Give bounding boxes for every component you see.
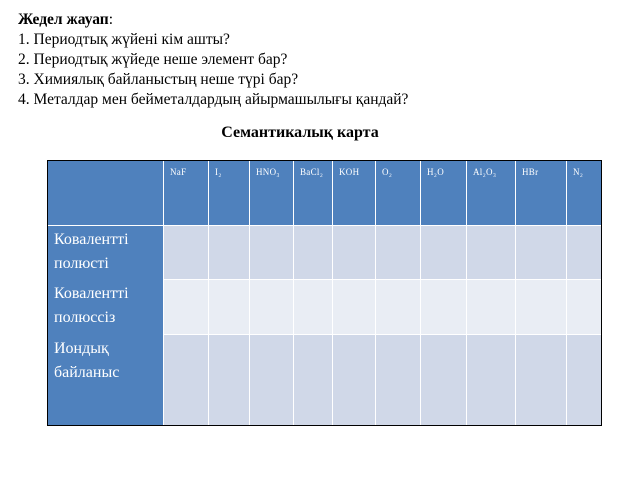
table-cell[interactable] — [516, 280, 567, 335]
table-cell[interactable] — [164, 226, 209, 280]
row-header-covalent-nonpolar: Ковалентті полюссіз — [48, 280, 164, 335]
table-cell[interactable] — [250, 226, 294, 280]
column-header-al2o3: Al₂O₃ — [467, 161, 516, 226]
column-header-naf: NaF — [164, 161, 209, 226]
column-header-hbr: HBr — [516, 161, 567, 226]
table-cell[interactable] — [333, 335, 376, 426]
table-cell[interactable] — [516, 335, 567, 426]
row-header-ionic-bond: Иондық байланыс — [48, 335, 164, 426]
table-cell[interactable] — [376, 226, 421, 280]
table-cell[interactable] — [516, 226, 567, 280]
question-item: 3. Химиялық байланыстың неше түрі бар? — [18, 71, 299, 88]
table-cell[interactable] — [467, 226, 516, 280]
column-header-i2: I₂ — [209, 161, 250, 226]
question-item: 2. Периодтық жүйеде неше элемент бар? — [18, 51, 288, 68]
table-cell[interactable] — [567, 226, 602, 280]
table-cell[interactable] — [376, 280, 421, 335]
semantic-map-table — [47, 160, 602, 426]
semantic-map-title: Семантикалық карта — [221, 124, 379, 141]
table-cell[interactable] — [567, 280, 602, 335]
table-cell[interactable] — [250, 280, 294, 335]
table-cell[interactable] — [209, 226, 250, 280]
row-header-covalent-polar: Ковалентті полюсті — [48, 226, 164, 280]
table-cell[interactable] — [467, 335, 516, 426]
table-cell[interactable] — [376, 335, 421, 426]
table-cell[interactable] — [294, 280, 333, 335]
question-item: 4. Металдар мен бейметалдардың айырмашылығы қандай? — [18, 91, 409, 108]
column-header-h2o: H₂O — [421, 161, 467, 226]
table-cell[interactable] — [164, 335, 209, 426]
table-cell[interactable] — [294, 335, 333, 426]
table-cell[interactable] — [250, 335, 294, 426]
table-cell[interactable] — [467, 280, 516, 335]
table-cell[interactable] — [421, 226, 467, 280]
question-item: 1. Периодтық жүйені кім ашты? — [18, 31, 230, 48]
quick-answer-questions — [18, 10, 618, 110]
table-cell[interactable] — [209, 335, 250, 426]
column-header-hno3: HNO₃ — [250, 161, 294, 226]
column-header-bacl2: BaCl₂ — [294, 161, 333, 226]
table-cell[interactable] — [421, 335, 467, 426]
table-cell[interactable] — [567, 335, 602, 426]
table-cell[interactable] — [333, 226, 376, 280]
table-corner — [48, 161, 164, 226]
table-cell[interactable] — [294, 226, 333, 280]
column-header-koh: KOH — [333, 161, 376, 226]
table-cell[interactable] — [209, 280, 250, 335]
table-cell[interactable] — [333, 280, 376, 335]
quick-answer-heading: Жедел жауап: — [18, 11, 114, 28]
column-header-n2: N₂ — [567, 161, 602, 226]
table-cell[interactable] — [164, 280, 209, 335]
table-cell[interactable] — [421, 280, 467, 335]
column-header-o2: O₂ — [376, 161, 421, 226]
